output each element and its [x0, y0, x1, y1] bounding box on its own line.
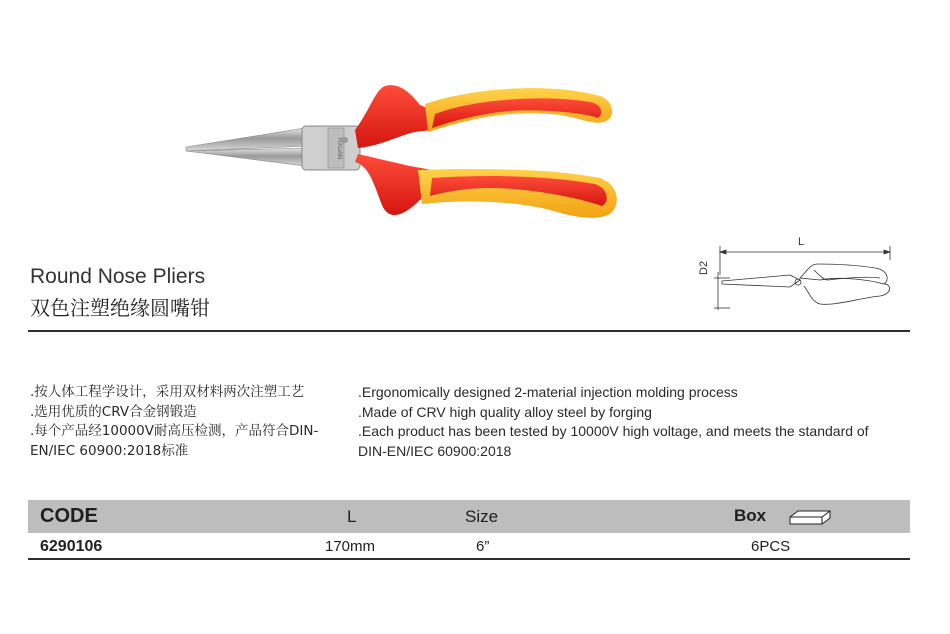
- header-box: Box: [734, 506, 767, 525]
- header-size: Size: [465, 507, 499, 526]
- diagram-label-height: D2: [698, 260, 710, 275]
- cell-length: 170mm: [325, 538, 376, 555]
- product-title-zh: 双色注塑绝缘圆嘴钳: [30, 296, 210, 320]
- product-title-en: Round Nose Pliers: [30, 265, 206, 288]
- features-en: [358, 383, 918, 461]
- spec-table-header: [28, 500, 910, 533]
- box-icon: [788, 509, 832, 525]
- header-length: L: [347, 507, 357, 526]
- feature-line-en: .Ergonomically designed 2-material injection molding process: [358, 384, 738, 400]
- table-row: [28, 533, 910, 559]
- feature-line-zh: .按人体工程学设计，采用双材料两次注塑工艺: [30, 384, 305, 400]
- cell-size: 6”: [476, 538, 490, 555]
- cell-box: 6PCS: [751, 538, 791, 555]
- brand-mark: YIXUAN: [336, 136, 342, 160]
- diagram-label-length: L: [798, 236, 805, 248]
- section-divider: [28, 330, 910, 332]
- feature-line-en: .Each product has been tested by 10000V high voltage, and meets the standard of: [358, 423, 869, 439]
- feature-line-en: DIN-EN/IEC 60900:2018: [358, 442, 512, 459]
- header-code: CODE: [40, 505, 98, 527]
- table-bottom-rule: [28, 558, 910, 560]
- features-zh: [30, 383, 350, 461]
- product-image: [170, 70, 630, 230]
- cell-code: 6290106: [40, 538, 103, 555]
- feature-line-en: .Made of CRV high quality alloy steel by forging: [358, 403, 652, 420]
- feature-line-zh: EN/IEC 60900:2018标准: [30, 442, 189, 459]
- feature-line-zh: .选用优质的CRV合金钢锻造: [30, 403, 197, 420]
- feature-line-zh: .每个产品经10000V耐高压检测，产品符合DIN-: [30, 423, 319, 439]
